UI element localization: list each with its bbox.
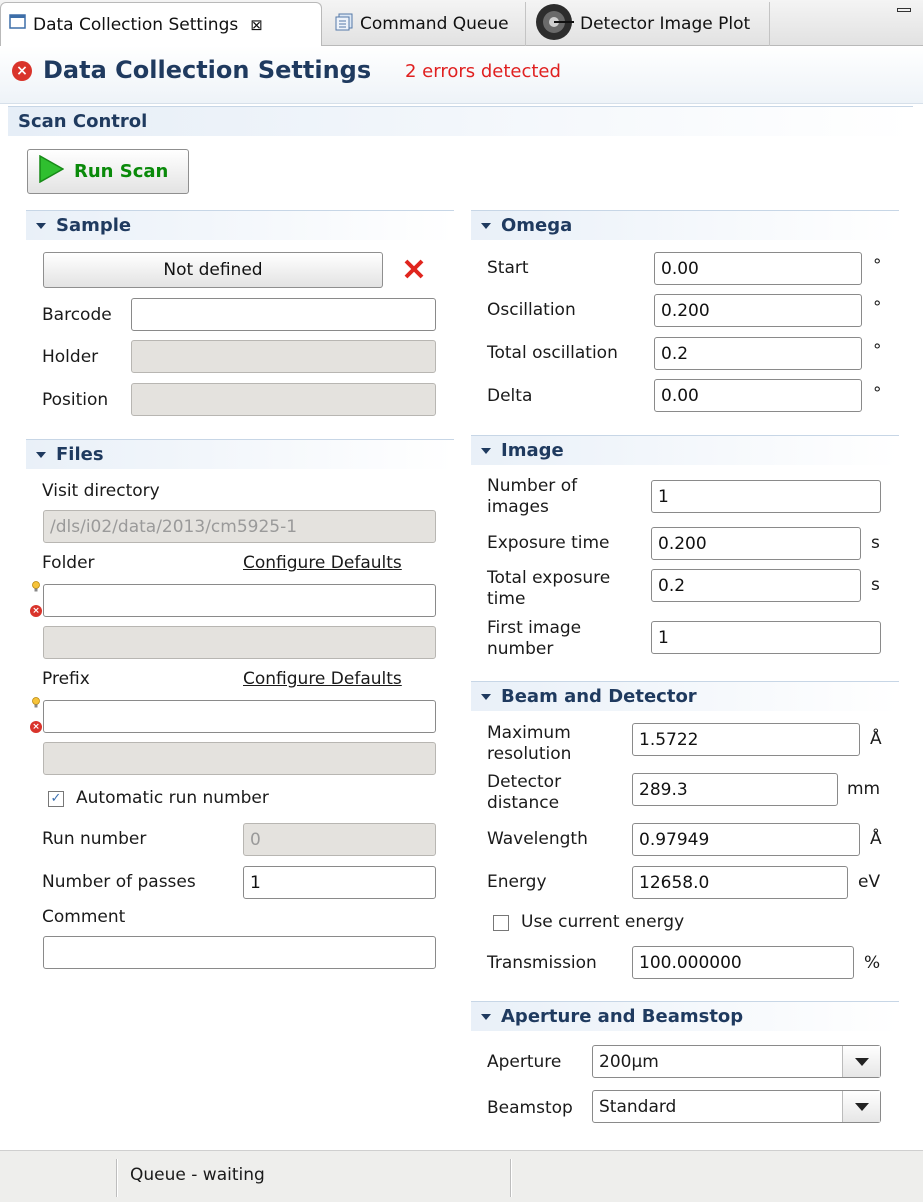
folder-preview-field — [43, 626, 436, 659]
omega-start-input[interactable]: 0.00 — [654, 252, 862, 285]
total-oscillation-input[interactable]: 0.2 — [654, 337, 862, 370]
folder-input[interactable] — [43, 584, 436, 617]
detector-distance-unit: mm — [847, 779, 881, 799]
tab-data-collection-settings[interactable] — [0, 2, 322, 46]
sample-select-button[interactable]: Not defined — [43, 252, 383, 288]
visit-directory-input[interactable]: /dls/i02/data/2013/cm5925-1 — [43, 510, 436, 543]
section-title: Scan Control — [18, 111, 148, 132]
collapse-caret-icon — [481, 694, 491, 700]
image-section[interactable] — [471, 435, 899, 465]
detector-distance-input[interactable]: 289.3 — [632, 773, 838, 806]
number-of-images-input[interactable]: 1 — [651, 480, 881, 513]
omega-section[interactable] — [471, 210, 899, 240]
folder-error-icon: × — [30, 605, 42, 617]
scan-control-section — [8, 106, 913, 136]
maximum-resolution-input[interactable]: 1.5722 — [632, 723, 860, 756]
prefix-input[interactable] — [43, 700, 436, 733]
automatic-run-number-checkbox[interactable]: ✓ — [48, 791, 64, 807]
total-oscillation-label: Total oscillation — [487, 343, 618, 363]
section-title: Omega — [501, 215, 573, 236]
use-current-energy-label: Use current energy — [521, 912, 685, 932]
visit-directory-label: Visit directory — [42, 481, 160, 501]
collapse-caret-icon — [481, 1014, 491, 1020]
status-separator — [116, 1159, 118, 1197]
beamstop-value: Standard — [599, 1096, 677, 1117]
energy-input[interactable]: 12658.0 — [632, 866, 848, 899]
detector-distance-label: Detector distance — [487, 772, 562, 813]
collapse-caret-icon — [481, 223, 491, 229]
number-of-passes-input[interactable]: 1 — [243, 866, 436, 899]
folder-configure-defaults-link[interactable]: Configure Defaults — [243, 553, 402, 573]
maximum-resolution-label: Maximum resolution — [487, 723, 572, 764]
tab-command-queue[interactable] — [330, 2, 526, 46]
files-section[interactable] — [26, 439, 454, 469]
beamstop-select[interactable] — [592, 1090, 881, 1123]
lightbulb-icon — [31, 581, 41, 596]
close-tab-icon[interactable]: ⊠ — [250, 15, 263, 34]
aperture-select[interactable] — [592, 1045, 881, 1078]
section-title: Aperture and Beamstop — [501, 1006, 744, 1027]
run-number-label: Run number — [42, 829, 147, 849]
first-image-number-label: First image number — [487, 618, 582, 659]
section-title: Sample — [56, 215, 132, 236]
aperture-label: Aperture — [487, 1052, 562, 1072]
first-image-number-input[interactable]: 1 — [651, 621, 881, 654]
folder-label: Folder — [42, 553, 95, 573]
number-of-images-label: Number of images — [487, 476, 578, 517]
window-icon — [9, 14, 27, 35]
omega-start-unit: ° — [873, 256, 882, 276]
queue-status: Queue - waiting — [130, 1165, 265, 1185]
number-of-passes-label: Number of passes — [42, 872, 196, 892]
comment-input[interactable] — [43, 936, 436, 969]
barcode-input[interactable] — [131, 298, 436, 331]
barcode-label: Barcode — [42, 305, 112, 325]
omega-start-label: Start — [487, 258, 529, 278]
wavelength-unit: Å — [870, 829, 882, 849]
holder-label: Holder — [42, 347, 99, 367]
run-scan-button[interactable] — [27, 149, 189, 194]
delta-label: Delta — [487, 386, 533, 406]
total-exposure-time-unit: s — [871, 575, 880, 595]
exposure-time-unit: s — [871, 533, 880, 553]
holder-input[interactable] — [131, 340, 436, 373]
prefix-preview-field — [43, 742, 436, 775]
transmission-unit: % — [864, 953, 881, 973]
collapse-caret-icon — [36, 452, 46, 458]
section-title: Image — [501, 440, 564, 461]
collapse-caret-icon — [36, 223, 46, 229]
total-exposure-time-label: Total exposure time — [487, 568, 611, 609]
prefix-configure-defaults-link[interactable]: Configure Defaults — [243, 669, 402, 689]
beam-and-detector-section[interactable] — [471, 681, 899, 711]
section-title: Files — [56, 444, 104, 465]
status-separator — [510, 1159, 512, 1197]
delta-unit: ° — [873, 384, 882, 404]
lightbulb-icon — [31, 697, 41, 712]
beamstop-label: Beamstop — [487, 1098, 573, 1118]
prefix-label: Prefix — [42, 669, 90, 689]
clear-sample-icon[interactable] — [403, 258, 425, 285]
oscillation-input[interactable]: 0.200 — [654, 294, 862, 327]
oscillation-unit: ° — [873, 298, 882, 318]
exposure-time-label: Exposure time — [487, 533, 610, 553]
position-input[interactable] — [131, 383, 436, 416]
editor-tab-bar — [0, 0, 923, 46]
total-oscillation-unit: ° — [873, 341, 882, 361]
collapse-caret-icon — [481, 448, 491, 454]
delta-input[interactable]: 0.00 — [654, 379, 862, 412]
transmission-input[interactable]: 100.000000 — [632, 946, 854, 979]
wavelength-label: Wavelength — [487, 829, 588, 849]
wavelength-input[interactable]: 0.97949 — [632, 823, 860, 856]
tab-detector-image-plot[interactable] — [532, 2, 770, 46]
oscillation-label: Oscillation — [487, 300, 576, 320]
run-scan-label: Run Scan — [74, 161, 169, 182]
detector-icon — [534, 2, 574, 47]
error-icon: × — [12, 61, 32, 81]
run-number-input[interactable]: 0 — [243, 823, 436, 856]
error-count[interactable]: 2 errors detected — [405, 61, 561, 82]
comment-label: Comment — [42, 907, 126, 927]
tab-label: Command Queue — [360, 14, 509, 34]
exposure-time-input[interactable]: 0.200 — [651, 527, 861, 560]
aperture-and-beamstop-section[interactable] — [471, 1001, 899, 1031]
transmission-label: Transmission — [487, 953, 597, 973]
section-title: Beam and Detector — [501, 686, 697, 707]
position-label: Position — [42, 390, 109, 410]
queue-icon — [334, 13, 354, 36]
energy-label: Energy — [487, 872, 547, 892]
tab-label: Data Collection Settings — [33, 14, 239, 35]
minimize-icon[interactable] — [897, 8, 911, 12]
sample-section[interactable] — [26, 210, 454, 240]
dropdown-arrow-icon[interactable] — [842, 1046, 880, 1077]
play-icon — [38, 155, 64, 188]
form-header — [0, 46, 923, 104]
dropdown-arrow-icon[interactable] — [842, 1091, 880, 1122]
automatic-run-number-label: Automatic run number — [76, 788, 269, 808]
use-current-energy-checkbox[interactable] — [493, 915, 509, 931]
status-bar — [0, 1150, 923, 1202]
prefix-error-icon: × — [30, 721, 42, 733]
form-title: Data Collection Settings — [43, 56, 372, 84]
aperture-value: 200µm — [599, 1051, 659, 1072]
maximum-resolution-unit: Å — [870, 729, 882, 749]
energy-unit: eV — [858, 872, 881, 892]
total-exposure-time-input[interactable]: 0.2 — [651, 569, 861, 602]
tab-label: Detector Image Plot — [580, 14, 751, 34]
